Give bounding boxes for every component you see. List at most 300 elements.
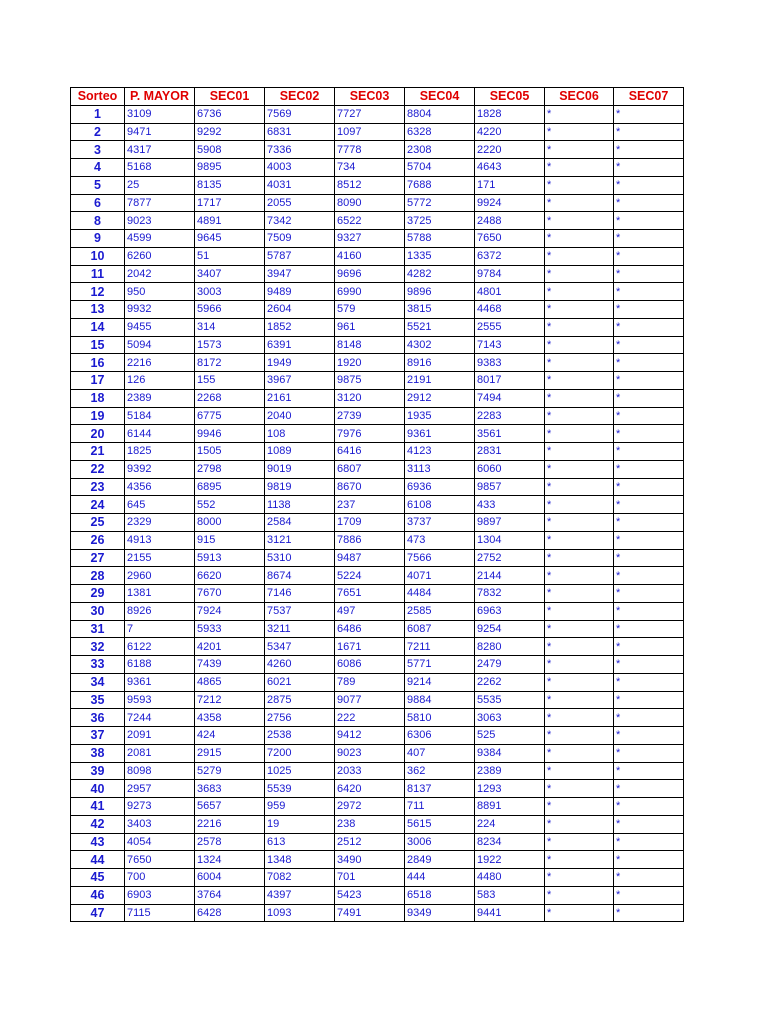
sec01-cell: 6004	[195, 869, 265, 887]
sec06-cell: *	[545, 833, 614, 851]
sec04-cell: 4484	[405, 585, 475, 603]
sec02-cell: 8674	[265, 567, 335, 585]
table-row	[71, 869, 684, 887]
sec03-cell: 701	[335, 869, 405, 887]
sec04-cell: 4302	[405, 336, 475, 354]
p-mayor-cell: 7877	[125, 194, 195, 212]
sec03-cell: 579	[335, 301, 405, 319]
sec05-cell: 2283	[475, 407, 545, 425]
sec02-cell: 4397	[265, 886, 335, 904]
sec03-cell: 6416	[335, 443, 405, 461]
sorteo-cell: 37	[71, 727, 125, 745]
table-row	[71, 230, 684, 248]
sorteo-cell: 6	[71, 194, 125, 212]
sorteo-cell: 30	[71, 602, 125, 620]
sec07-cell: *	[614, 372, 684, 390]
p-mayor-cell: 2042	[125, 265, 195, 283]
sec06-cell: *	[545, 247, 614, 265]
sec01-cell: 6736	[195, 105, 265, 123]
sec07-cell: *	[614, 159, 684, 177]
sorteo-cell: 26	[71, 531, 125, 549]
sec05-cell: 2752	[475, 549, 545, 567]
sec03-cell: 6420	[335, 780, 405, 798]
sec07-cell: *	[614, 301, 684, 319]
sec01-cell: 4201	[195, 638, 265, 656]
sorteo-cell: 2	[71, 123, 125, 141]
table-row	[71, 585, 684, 603]
p-mayor-cell: 25	[125, 176, 195, 194]
sec06-cell: *	[545, 318, 614, 336]
sec04-cell: 8916	[405, 354, 475, 372]
sec02-cell: 3211	[265, 620, 335, 638]
table-row	[71, 549, 684, 567]
sorteo-cell: 19	[71, 407, 125, 425]
sec06-cell: *	[545, 407, 614, 425]
sec04-cell: 711	[405, 798, 475, 816]
sec01-cell: 5657	[195, 798, 265, 816]
p-mayor-cell: 9273	[125, 798, 195, 816]
sec01-cell: 3764	[195, 886, 265, 904]
sorteo-cell: 34	[71, 673, 125, 691]
sec05-cell: 9784	[475, 265, 545, 283]
sorteo-cell: 38	[71, 744, 125, 762]
table-row	[71, 638, 684, 656]
sec05-cell: 4480	[475, 869, 545, 887]
sec03-cell: 9412	[335, 727, 405, 745]
sec01-cell: 424	[195, 727, 265, 745]
sec05-cell: 8280	[475, 638, 545, 656]
sec05-cell: 8017	[475, 372, 545, 390]
sec01-cell: 8135	[195, 176, 265, 194]
sec07-cell: *	[614, 531, 684, 549]
sec04-cell: 8804	[405, 105, 475, 123]
sorteo-cell: 44	[71, 851, 125, 869]
p-mayor-cell: 2960	[125, 567, 195, 585]
sorteo-cell: 25	[71, 514, 125, 532]
sec07-cell: *	[614, 869, 684, 887]
sec07-cell: *	[614, 620, 684, 638]
sec06-cell: *	[545, 567, 614, 585]
p-mayor-cell: 7650	[125, 851, 195, 869]
table-row	[71, 283, 684, 301]
sec05-cell: 2262	[475, 673, 545, 691]
sec06-cell: *	[545, 744, 614, 762]
sec02-cell: 959	[265, 798, 335, 816]
table-row	[71, 833, 684, 851]
sec06-cell: *	[545, 585, 614, 603]
sec04-cell: 6087	[405, 620, 475, 638]
p-mayor-cell: 4356	[125, 478, 195, 496]
sec01-cell: 915	[195, 531, 265, 549]
sec06-cell: *	[545, 123, 614, 141]
sec05-cell: 2831	[475, 443, 545, 461]
sec04-cell: 444	[405, 869, 475, 887]
sec02-cell: 4003	[265, 159, 335, 177]
sec03-cell: 5224	[335, 567, 405, 585]
sec01-cell: 9946	[195, 425, 265, 443]
sec02-cell: 4260	[265, 656, 335, 674]
sec03-cell: 6990	[335, 283, 405, 301]
sorteo-cell: 18	[71, 389, 125, 407]
sec03-cell: 9023	[335, 744, 405, 762]
sorteo-cell: 14	[71, 318, 125, 336]
sec07-cell: *	[614, 105, 684, 123]
header-sec01: SEC01	[195, 88, 265, 106]
p-mayor-cell: 4317	[125, 141, 195, 159]
sec05-cell: 525	[475, 727, 545, 745]
table-body	[71, 105, 684, 922]
header-sec06: SEC06	[545, 88, 614, 106]
sec03-cell: 7491	[335, 904, 405, 922]
p-mayor-cell: 7115	[125, 904, 195, 922]
sorteo-cell: 17	[71, 372, 125, 390]
sec03-cell: 961	[335, 318, 405, 336]
sec05-cell: 2389	[475, 762, 545, 780]
header-sorteo: Sorteo	[71, 88, 125, 106]
p-mayor-cell: 2081	[125, 744, 195, 762]
sec01-cell: 2915	[195, 744, 265, 762]
table-row	[71, 372, 684, 390]
table-row	[71, 851, 684, 869]
sec03-cell: 734	[335, 159, 405, 177]
sec05-cell: 7143	[475, 336, 545, 354]
sec05-cell: 2479	[475, 656, 545, 674]
header-p-mayor: P. MAYOR	[125, 88, 195, 106]
sorteo-cell: 45	[71, 869, 125, 887]
table-row	[71, 141, 684, 159]
p-mayor-cell: 5184	[125, 407, 195, 425]
sec01-cell: 5913	[195, 549, 265, 567]
table-row	[71, 354, 684, 372]
sec02-cell: 6831	[265, 123, 335, 141]
table-row	[71, 815, 684, 833]
sec04-cell: 6328	[405, 123, 475, 141]
sec03-cell: 4160	[335, 247, 405, 265]
p-mayor-cell: 9471	[125, 123, 195, 141]
p-mayor-cell: 2957	[125, 780, 195, 798]
header-sec07: SEC07	[614, 88, 684, 106]
sec02-cell: 5310	[265, 549, 335, 567]
table-row	[71, 247, 684, 265]
sec03-cell: 8512	[335, 176, 405, 194]
sorteo-cell: 9	[71, 230, 125, 248]
sec06-cell: *	[545, 815, 614, 833]
sec05-cell: 9897	[475, 514, 545, 532]
sec06-cell: *	[545, 691, 614, 709]
sec02-cell: 3947	[265, 265, 335, 283]
sec02-cell: 1852	[265, 318, 335, 336]
sec01-cell: 155	[195, 372, 265, 390]
p-mayor-cell: 5094	[125, 336, 195, 354]
sec05-cell: 583	[475, 886, 545, 904]
sec02-cell: 2875	[265, 691, 335, 709]
sec05-cell: 2144	[475, 567, 545, 585]
sec06-cell: *	[545, 620, 614, 638]
table-row	[71, 176, 684, 194]
sec02-cell: 1093	[265, 904, 335, 922]
sorteo-cell: 20	[71, 425, 125, 443]
p-mayor-cell: 6122	[125, 638, 195, 656]
sec07-cell: *	[614, 780, 684, 798]
sec03-cell: 7886	[335, 531, 405, 549]
p-mayor-cell: 8098	[125, 762, 195, 780]
sec07-cell: *	[614, 638, 684, 656]
sec06-cell: *	[545, 301, 614, 319]
sorteo-cell: 1	[71, 105, 125, 123]
sec06-cell: *	[545, 886, 614, 904]
table-row	[71, 159, 684, 177]
sec02-cell: 1348	[265, 851, 335, 869]
p-mayor-cell: 9932	[125, 301, 195, 319]
sec02-cell: 9489	[265, 283, 335, 301]
table-row	[71, 443, 684, 461]
sec04-cell: 362	[405, 762, 475, 780]
sec03-cell: 1920	[335, 354, 405, 372]
sec06-cell: *	[545, 389, 614, 407]
table-row	[71, 904, 684, 922]
sec05-cell: 9441	[475, 904, 545, 922]
sec02-cell: 4031	[265, 176, 335, 194]
sec06-cell: *	[545, 336, 614, 354]
sec06-cell: *	[545, 425, 614, 443]
sec03-cell: 9487	[335, 549, 405, 567]
sec03-cell: 8090	[335, 194, 405, 212]
sec05-cell: 9254	[475, 620, 545, 638]
sorteo-cell: 22	[71, 460, 125, 478]
sec05-cell: 8891	[475, 798, 545, 816]
sec01-cell: 9292	[195, 123, 265, 141]
sec01-cell: 7212	[195, 691, 265, 709]
sec02-cell: 5539	[265, 780, 335, 798]
sec07-cell: *	[614, 247, 684, 265]
table-row	[71, 691, 684, 709]
sec05-cell: 171	[475, 176, 545, 194]
sec02-cell: 7342	[265, 212, 335, 230]
table-row	[71, 212, 684, 230]
sec02-cell: 6021	[265, 673, 335, 691]
sec03-cell: 2739	[335, 407, 405, 425]
sorteo-cell: 8	[71, 212, 125, 230]
sec06-cell: *	[545, 531, 614, 549]
sec05-cell: 9384	[475, 744, 545, 762]
sec04-cell: 9214	[405, 673, 475, 691]
p-mayor-cell: 3109	[125, 105, 195, 123]
p-mayor-cell: 1825	[125, 443, 195, 461]
p-mayor-cell: 8926	[125, 602, 195, 620]
sorteo-cell: 32	[71, 638, 125, 656]
sec06-cell: *	[545, 283, 614, 301]
table-row	[71, 673, 684, 691]
p-mayor-cell: 2216	[125, 354, 195, 372]
sec03-cell: 7976	[335, 425, 405, 443]
sorteo-cell: 13	[71, 301, 125, 319]
sec01-cell: 1717	[195, 194, 265, 212]
sorteo-cell: 27	[71, 549, 125, 567]
sec03-cell: 9875	[335, 372, 405, 390]
header-sec02: SEC02	[265, 88, 335, 106]
sec06-cell: *	[545, 727, 614, 745]
sec03-cell: 5423	[335, 886, 405, 904]
sec04-cell: 9896	[405, 283, 475, 301]
sec04-cell: 7566	[405, 549, 475, 567]
sec02-cell: 7509	[265, 230, 335, 248]
sec01-cell: 2216	[195, 815, 265, 833]
sec07-cell: *	[614, 744, 684, 762]
sec04-cell: 3815	[405, 301, 475, 319]
sec07-cell: *	[614, 673, 684, 691]
sec07-cell: *	[614, 762, 684, 780]
sec01-cell: 6895	[195, 478, 265, 496]
p-mayor-cell: 950	[125, 283, 195, 301]
sec01-cell: 3683	[195, 780, 265, 798]
p-mayor-cell: 4599	[125, 230, 195, 248]
sec01-cell: 1573	[195, 336, 265, 354]
sec04-cell: 3113	[405, 460, 475, 478]
sec03-cell: 3490	[335, 851, 405, 869]
sec05-cell: 224	[475, 815, 545, 833]
p-mayor-cell: 7	[125, 620, 195, 638]
table-row	[71, 567, 684, 585]
sec06-cell: *	[545, 656, 614, 674]
sec02-cell: 2055	[265, 194, 335, 212]
p-mayor-cell: 2155	[125, 549, 195, 567]
sec01-cell: 2578	[195, 833, 265, 851]
sec07-cell: *	[614, 691, 684, 709]
sec02-cell: 7336	[265, 141, 335, 159]
sec04-cell: 3725	[405, 212, 475, 230]
sec03-cell: 7778	[335, 141, 405, 159]
sec04-cell: 6306	[405, 727, 475, 745]
sec05-cell: 7650	[475, 230, 545, 248]
sec07-cell: *	[614, 656, 684, 674]
sec01-cell: 5933	[195, 620, 265, 638]
sec03-cell: 7727	[335, 105, 405, 123]
sec06-cell: *	[545, 176, 614, 194]
sec01-cell: 5966	[195, 301, 265, 319]
sec01-cell: 4865	[195, 673, 265, 691]
table-row	[71, 265, 684, 283]
table-row	[71, 318, 684, 336]
sec04-cell: 7211	[405, 638, 475, 656]
header-sec05: SEC05	[475, 88, 545, 106]
table-row	[71, 514, 684, 532]
sorteo-cell: 10	[71, 247, 125, 265]
sec06-cell: *	[545, 230, 614, 248]
sec03-cell: 8670	[335, 478, 405, 496]
sec05-cell: 9924	[475, 194, 545, 212]
sec04-cell: 5810	[405, 709, 475, 727]
sec03-cell: 8148	[335, 336, 405, 354]
sec01-cell: 3407	[195, 265, 265, 283]
sec05-cell: 1304	[475, 531, 545, 549]
sec02-cell: 7146	[265, 585, 335, 603]
header-sec03: SEC03	[335, 88, 405, 106]
sec01-cell: 8172	[195, 354, 265, 372]
sec02-cell: 2538	[265, 727, 335, 745]
sorteo-cell: 5	[71, 176, 125, 194]
sec01-cell: 2798	[195, 460, 265, 478]
sec06-cell: *	[545, 673, 614, 691]
sorteo-cell: 3	[71, 141, 125, 159]
sec03-cell: 9696	[335, 265, 405, 283]
table-row	[71, 478, 684, 496]
sec06-cell: *	[545, 478, 614, 496]
sorteo-cell: 21	[71, 443, 125, 461]
sec01-cell: 9895	[195, 159, 265, 177]
sorteo-cell: 33	[71, 656, 125, 674]
sec05-cell: 4220	[475, 123, 545, 141]
sec04-cell: 2585	[405, 602, 475, 620]
sec05-cell: 6963	[475, 602, 545, 620]
sec03-cell: 789	[335, 673, 405, 691]
sec03-cell: 1671	[335, 638, 405, 656]
sec02-cell: 2161	[265, 389, 335, 407]
sec04-cell: 5772	[405, 194, 475, 212]
sec07-cell: *	[614, 585, 684, 603]
sec06-cell: *	[545, 638, 614, 656]
sorteo-cell: 36	[71, 709, 125, 727]
sec01-cell: 6775	[195, 407, 265, 425]
sec06-cell: *	[545, 354, 614, 372]
sec07-cell: *	[614, 602, 684, 620]
header-row	[71, 88, 684, 106]
sec06-cell: *	[545, 372, 614, 390]
sec01-cell: 6620	[195, 567, 265, 585]
sec02-cell: 5347	[265, 638, 335, 656]
sec07-cell: *	[614, 709, 684, 727]
sec06-cell: *	[545, 265, 614, 283]
table-row	[71, 709, 684, 727]
sec02-cell: 9019	[265, 460, 335, 478]
sec03-cell: 2033	[335, 762, 405, 780]
lottery-results-table	[70, 87, 684, 922]
sec02-cell: 1089	[265, 443, 335, 461]
sec05-cell: 2555	[475, 318, 545, 336]
p-mayor-cell: 9361	[125, 673, 195, 691]
sec01-cell: 7670	[195, 585, 265, 603]
sec05-cell: 2220	[475, 141, 545, 159]
sec02-cell: 7569	[265, 105, 335, 123]
sec06-cell: *	[545, 105, 614, 123]
sec06-cell: *	[545, 159, 614, 177]
sorteo-cell: 24	[71, 496, 125, 514]
sec06-cell: *	[545, 496, 614, 514]
sec01-cell: 4891	[195, 212, 265, 230]
p-mayor-cell: 4054	[125, 833, 195, 851]
sec07-cell: *	[614, 194, 684, 212]
sec02-cell: 9819	[265, 478, 335, 496]
sec01-cell: 552	[195, 496, 265, 514]
sec07-cell: *	[614, 389, 684, 407]
sec03-cell: 6807	[335, 460, 405, 478]
sec05-cell: 4801	[475, 283, 545, 301]
sec03-cell: 6522	[335, 212, 405, 230]
p-mayor-cell: 9455	[125, 318, 195, 336]
sec07-cell: *	[614, 478, 684, 496]
p-mayor-cell: 1381	[125, 585, 195, 603]
sec01-cell: 6428	[195, 904, 265, 922]
sec05-cell: 5535	[475, 691, 545, 709]
sec07-cell: *	[614, 443, 684, 461]
sec06-cell: *	[545, 141, 614, 159]
sec06-cell: *	[545, 869, 614, 887]
sec05-cell: 1828	[475, 105, 545, 123]
sec05-cell: 433	[475, 496, 545, 514]
sec02-cell: 7200	[265, 744, 335, 762]
p-mayor-cell: 645	[125, 496, 195, 514]
table-row	[71, 460, 684, 478]
sorteo-cell: 41	[71, 798, 125, 816]
